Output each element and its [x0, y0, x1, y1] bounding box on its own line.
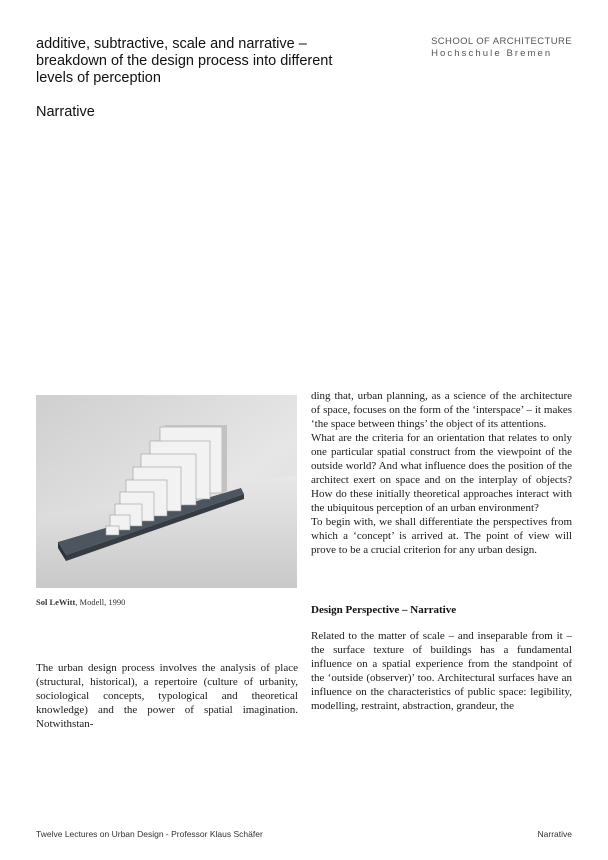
section-label: Narrative [36, 104, 95, 120]
right-column-text [311, 389, 572, 557]
caption-author: Sol LeWitt [36, 597, 76, 607]
school-line-2: Hochschule Bremen [431, 47, 553, 59]
paragraph: Related to the matter of scale – and inseparable from it – the surface texture of buildings has a fundamental influence on a spatial experience from the standpoint of the ‘outside (observer)’ too. Architectural surfaces have an influence on the characteristics of public space: legibility, modelling, restraint, abstraction, grandeur, the [311, 630, 572, 712]
paragraph: What are the criteria for an orientation that relates to only one particular spatial construct from the viewpoint of the outside world? And what influence does the position of the architect exert on space and on the interplay of objects? How do these initially theoretical approaches interact with the ubiquitous perception of an urban environment? [311, 432, 572, 514]
sculpture-photo [36, 395, 297, 588]
sol-lewitt-model-image [36, 395, 297, 588]
section-heading: Design Perspective – Narrative [311, 604, 457, 616]
school-line-1: SCHOOL OF ARCHITECTURE [431, 36, 572, 47]
left-column-text [36, 661, 298, 731]
figure-caption [36, 597, 125, 607]
caption-details: , Modell, 1990 [75, 597, 126, 607]
paragraph: ding that, urban planning, as a science of the architecture of space, focuses on the form of the ‘interspace’ – it makes ‘the space between things’ the object of its attentions. [311, 390, 572, 430]
document-title: additive, subtractive, scale and narrative – breakdown of the design process into different levels of perception [36, 36, 333, 86]
paragraph: To begin with, we shall differentiate the perspectives from which a ‘concept’ is arrived at. The point of view will prove to be a crucial criterion for any urban design. [311, 516, 572, 556]
school-name [431, 36, 572, 59]
footer-course-title: Twelve Lectures on Urban Design - Professor Klaus Schäfer [36, 829, 263, 839]
right-column-text-continued [311, 629, 572, 713]
paragraph: The urban design process involves the analysis of place (structural, historical), a repertoire (culture of urbanity, sociological concepts, typological and theoretical knowledge) and the power of spatial imagination. Notwithstan- [36, 662, 298, 730]
footer-section-name: Narrative [537, 829, 572, 839]
